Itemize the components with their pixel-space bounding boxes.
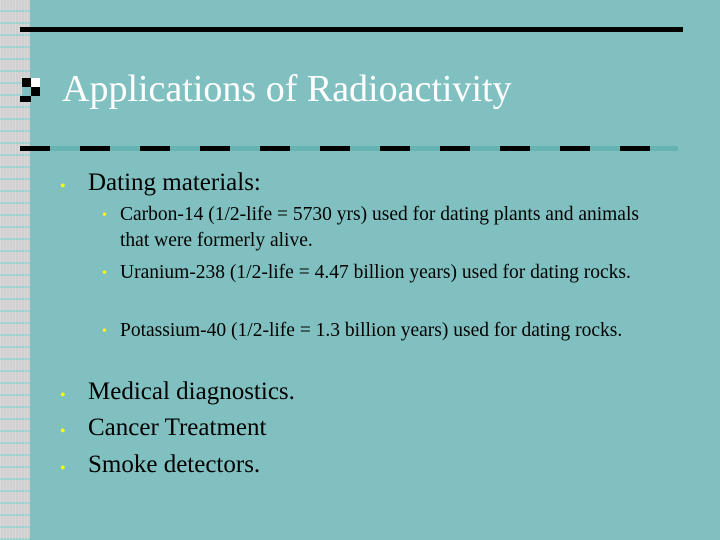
bullet-icon: • <box>102 324 107 339</box>
title-square-bullet-icon <box>20 78 40 102</box>
sub-list-item-text: Carbon-14 (1/2-life = 5730 yrs) used for dating plants and animals that were formerly alive. <box>120 204 639 251</box>
slide-title: Applications of Radioactivity <box>62 68 512 110</box>
bullet-icon: • <box>60 423 66 440</box>
list-item-text: Medical diagnostics. <box>88 378 295 405</box>
bullet-icon: • <box>102 208 107 223</box>
bullet-icon: • <box>60 460 66 477</box>
list-item-text: Smoke detectors. <box>88 451 261 478</box>
bullet-icon: • <box>102 266 107 281</box>
sub-list-item-text: Potassium-40 (1/2-life = 1.3 billion years) used for dating rocks. <box>120 320 623 341</box>
bullet-icon: • <box>60 178 66 195</box>
dashed-divider <box>20 146 678 151</box>
bullet-icon: • <box>60 387 66 404</box>
top-rule <box>20 27 683 32</box>
list-item-text: Dating materials: <box>88 169 261 196</box>
list-item-text: Cancer Treatment <box>88 414 267 441</box>
sub-list-item-text: Uranium-238 (1/2-life = 4.47 billion years) used for dating rocks. <box>120 262 631 283</box>
